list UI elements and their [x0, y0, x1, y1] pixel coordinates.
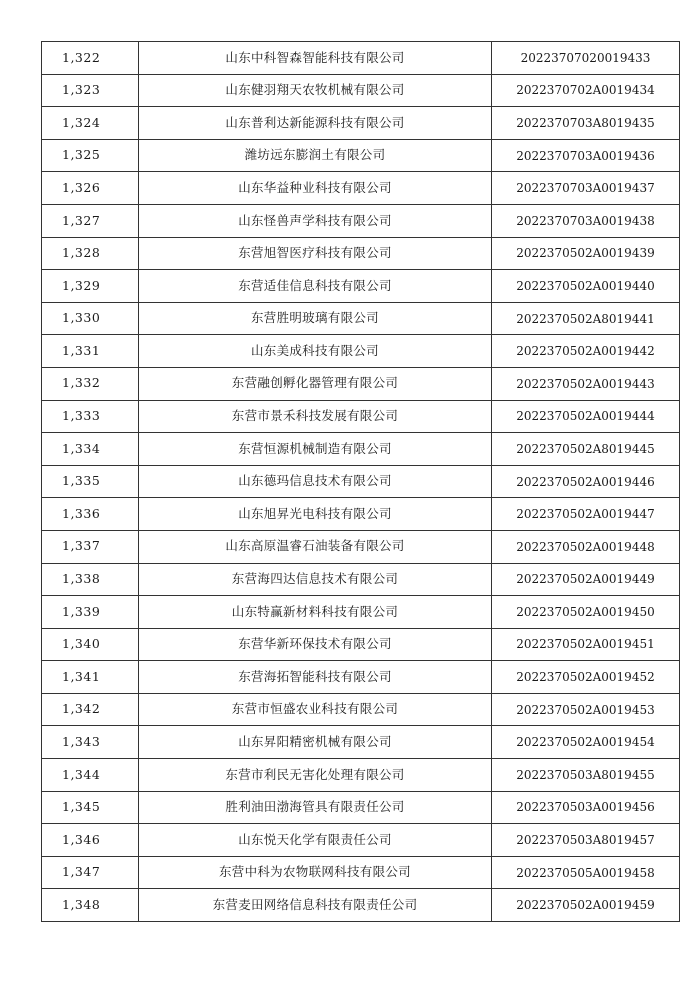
table-row [42, 596, 680, 629]
registration-code-cell: 2022370502A8019445 [492, 433, 680, 466]
company-name-cell: 东营市利民无害化处理有限公司 [139, 759, 492, 792]
registration-code-cell: 2022370502A0019443 [492, 367, 680, 400]
company-name-cell: 东营市恒盛农业科技有限公司 [139, 693, 492, 726]
row-number-cell: 1,342 [42, 693, 139, 726]
row-number-cell: 1,326 [42, 172, 139, 205]
company-name-cell: 东营华新环保技术有限公司 [139, 628, 492, 661]
registry-table [41, 41, 680, 922]
row-number-cell: 1,347 [42, 856, 139, 889]
company-name-cell: 山东健羽翔天农牧机械有限公司 [139, 74, 492, 107]
registration-code-cell: 2022370503A0019456 [492, 791, 680, 824]
row-number-cell: 1,322 [42, 42, 139, 75]
registration-code-cell: 2022370703A8019435 [492, 107, 680, 140]
table-row [42, 889, 680, 922]
table-row [42, 791, 680, 824]
registration-code-cell: 2022370502A0019440 [492, 270, 680, 303]
table-row [42, 139, 680, 172]
company-name-cell: 山东特赢新材料科技有限公司 [139, 596, 492, 629]
registration-code-cell: 2022370502A0019454 [492, 726, 680, 759]
registration-code-cell: 2022370502A0019448 [492, 530, 680, 563]
table-row [42, 498, 680, 531]
table-row [42, 726, 680, 759]
company-name-cell: 东营恒源机械制造有限公司 [139, 433, 492, 466]
table-row [42, 302, 680, 335]
table-row [42, 204, 680, 237]
registration-code-cell: 2022370502A0019451 [492, 628, 680, 661]
row-number-cell: 1,337 [42, 530, 139, 563]
row-number-cell: 1,338 [42, 563, 139, 596]
table-row [42, 237, 680, 270]
company-name-cell: 山东普利达新能源科技有限公司 [139, 107, 492, 140]
registration-code-cell: 2022370702A0019434 [492, 74, 680, 107]
registration-code-cell: 2022370703A0019437 [492, 172, 680, 205]
row-number-cell: 1,331 [42, 335, 139, 368]
table-row [42, 42, 680, 75]
row-number-cell: 1,340 [42, 628, 139, 661]
registration-code-cell: 2022370502A8019441 [492, 302, 680, 335]
registration-code-cell: 2022370703A0019438 [492, 204, 680, 237]
company-name-cell: 东营麦田网络信息科技有限责任公司 [139, 889, 492, 922]
company-name-cell: 山东德玛信息技术有限公司 [139, 465, 492, 498]
registration-code-cell: 2022370503A8019457 [492, 824, 680, 857]
table-row [42, 74, 680, 107]
registration-code-cell: 2022370502A0019453 [492, 693, 680, 726]
table-row [42, 172, 680, 205]
table-row [42, 530, 680, 563]
row-number-cell: 1,330 [42, 302, 139, 335]
company-name-cell: 东营胜明玻璃有限公司 [139, 302, 492, 335]
row-number-cell: 1,336 [42, 498, 139, 531]
row-number-cell: 1,333 [42, 400, 139, 433]
company-name-cell: 山东高原温睿石油装备有限公司 [139, 530, 492, 563]
registration-code-cell: 2022370503A8019455 [492, 759, 680, 792]
registration-code-cell: 2022370502A0019444 [492, 400, 680, 433]
table-row [42, 563, 680, 596]
table-row [42, 400, 680, 433]
company-name-cell: 潍坊远东膨润土有限公司 [139, 139, 492, 172]
company-name-cell: 胜利油田渤海管具有限责任公司 [139, 791, 492, 824]
company-name-cell: 山东昇阳精密机械有限公司 [139, 726, 492, 759]
company-name-cell: 山东美成科技有限公司 [139, 335, 492, 368]
row-number-cell: 1,327 [42, 204, 139, 237]
table-row [42, 367, 680, 400]
company-name-cell: 东营海四达信息技术有限公司 [139, 563, 492, 596]
company-name-cell: 山东旭昇光电科技有限公司 [139, 498, 492, 531]
registration-code-cell: 2022370703A0019436 [492, 139, 680, 172]
registration-code-cell: 2022370502A0019442 [492, 335, 680, 368]
row-number-cell: 1,334 [42, 433, 139, 466]
row-number-cell: 1,344 [42, 759, 139, 792]
row-number-cell: 1,345 [42, 791, 139, 824]
company-name-cell: 山东悦天化学有限责任公司 [139, 824, 492, 857]
company-name-cell: 山东华益种业科技有限公司 [139, 172, 492, 205]
table-row [42, 661, 680, 694]
registration-code-cell: 2022370502A0019447 [492, 498, 680, 531]
registration-code-cell: 20223707020019433 [492, 42, 680, 75]
company-name-cell: 山东中科智森智能科技有限公司 [139, 42, 492, 75]
row-number-cell: 1,341 [42, 661, 139, 694]
row-number-cell: 1,329 [42, 270, 139, 303]
company-name-cell: 东营融创孵化器管理有限公司 [139, 367, 492, 400]
company-name-cell: 东营中科为农物联网科技有限公司 [139, 856, 492, 889]
registration-code-cell: 2022370502A0019439 [492, 237, 680, 270]
registry-table-body [42, 42, 680, 922]
table-row [42, 270, 680, 303]
registration-code-cell: 2022370502A0019450 [492, 596, 680, 629]
company-name-cell: 山东怪兽声学科技有限公司 [139, 204, 492, 237]
company-name-cell: 东营海拓智能科技有限公司 [139, 661, 492, 694]
company-name-cell: 东营旭智医疗科技有限公司 [139, 237, 492, 270]
table-row [42, 107, 680, 140]
row-number-cell: 1,328 [42, 237, 139, 270]
row-number-cell: 1,335 [42, 465, 139, 498]
company-name-cell: 东营市景禾科技发展有限公司 [139, 400, 492, 433]
table-row [42, 759, 680, 792]
table-row [42, 856, 680, 889]
row-number-cell: 1,346 [42, 824, 139, 857]
registration-code-cell: 2022370502A0019452 [492, 661, 680, 694]
company-name-cell: 东营适佳信息科技有限公司 [139, 270, 492, 303]
registration-code-cell: 2022370502A0019449 [492, 563, 680, 596]
row-number-cell: 1,343 [42, 726, 139, 759]
table-row [42, 465, 680, 498]
table-row [42, 433, 680, 466]
registration-code-cell: 2022370505A0019458 [492, 856, 680, 889]
row-number-cell: 1,325 [42, 139, 139, 172]
row-number-cell: 1,332 [42, 367, 139, 400]
row-number-cell: 1,339 [42, 596, 139, 629]
table-row [42, 335, 680, 368]
row-number-cell: 1,324 [42, 107, 139, 140]
row-number-cell: 1,348 [42, 889, 139, 922]
table-row [42, 824, 680, 857]
row-number-cell: 1,323 [42, 74, 139, 107]
registration-code-cell: 2022370502A0019446 [492, 465, 680, 498]
table-row [42, 628, 680, 661]
table-row [42, 693, 680, 726]
registration-code-cell: 2022370502A0019459 [492, 889, 680, 922]
